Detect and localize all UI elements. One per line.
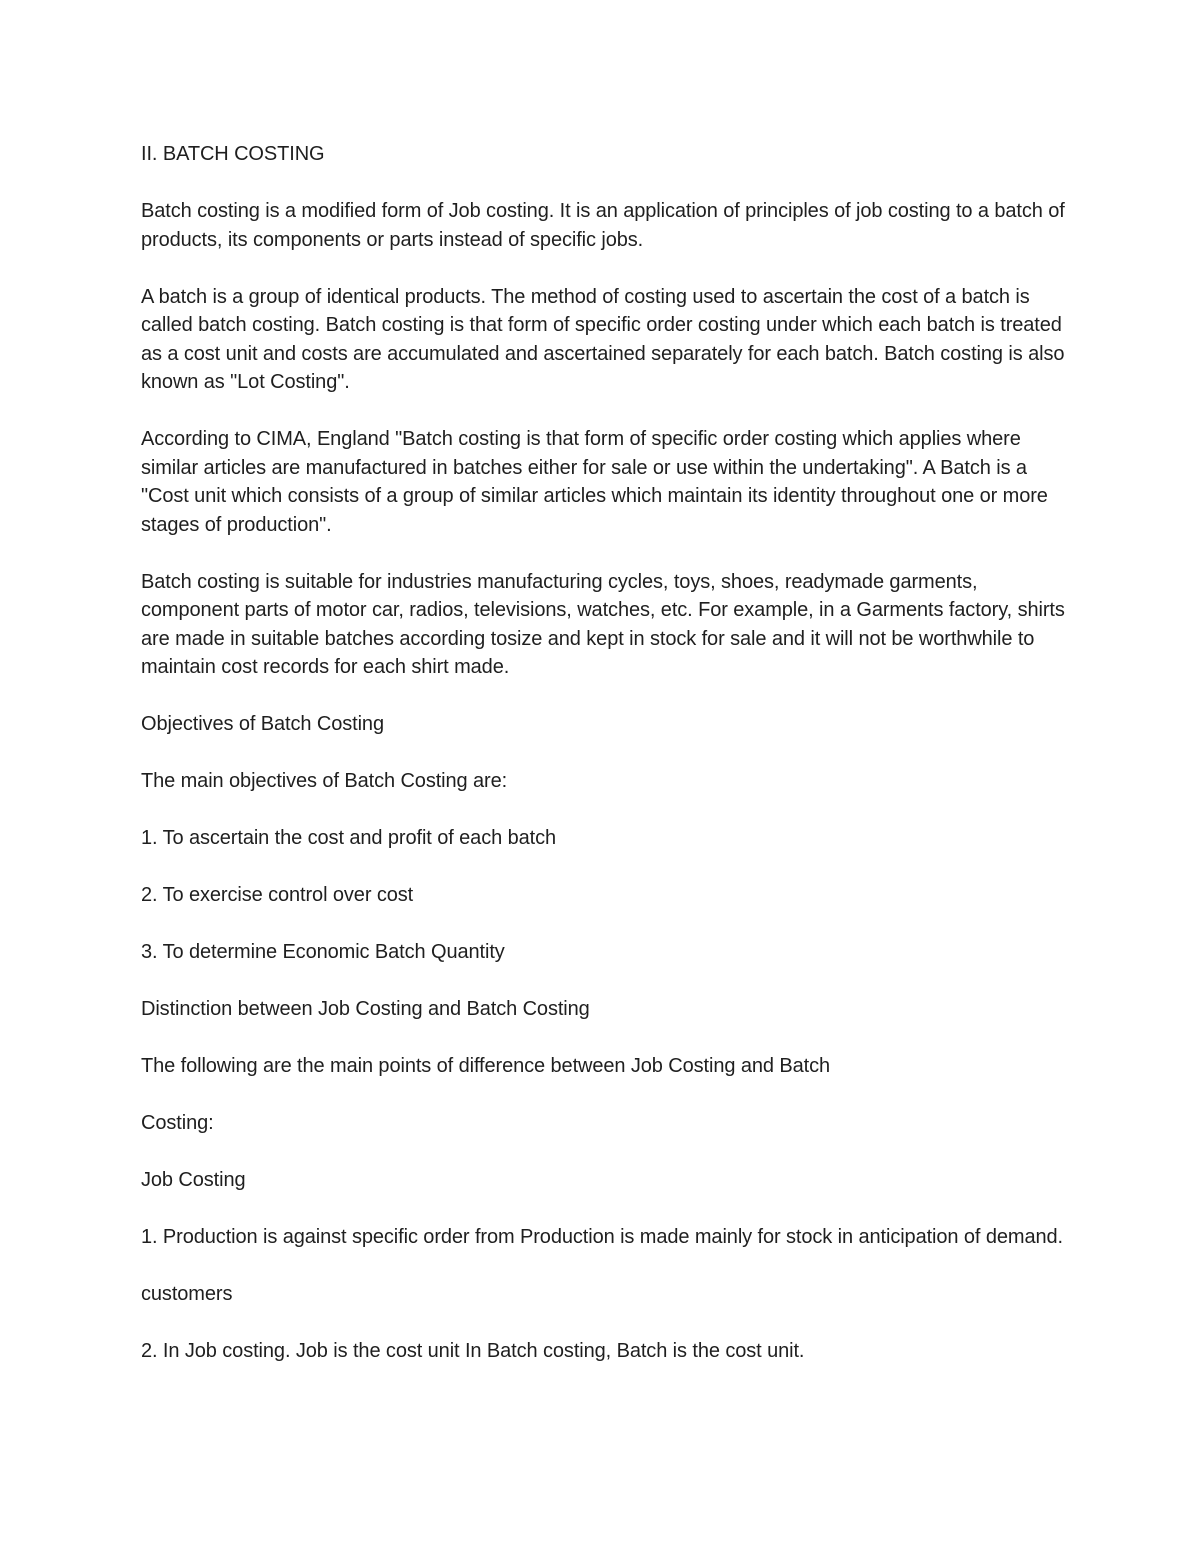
document-body — [141, 140, 1066, 1394]
list-item-difference-1: 1. Production is against specific order from Production is made mainly for stock in anticipation of demand. — [141, 1226, 1063, 1248]
subheading-job-costing: Job Costing — [141, 1169, 246, 1191]
list-item-objective-2: 2. To exercise control over cost — [141, 884, 414, 906]
section-heading: II. BATCH COSTING — [141, 143, 325, 165]
paragraph-costing-label: Costing: — [141, 1112, 214, 1134]
list-item-difference-2: 2. In Job costing. Job is the cost unit In Batch costing, Batch is the cost unit. — [141, 1340, 805, 1362]
paragraph-definition: Batch costing is a modified form of Job costing. It is an application of principles of job costing to a batch of products, its components or parts instead of specific jobs. — [141, 200, 1065, 251]
list-item-objective-1: 1. To ascertain the cost and profit of each batch — [141, 827, 556, 849]
paragraph-customers: customers — [141, 1283, 233, 1305]
subheading-objectives: Objectives of Batch Costing — [141, 713, 384, 735]
paragraph-distinction-intro: The following are the main points of difference between Job Costing and Batch — [141, 1055, 831, 1077]
paragraph-objectives-intro: The main objectives of Batch Costing are: — [141, 770, 508, 792]
list-item-objective-3: 3. To determine Economic Batch Quantity — [141, 941, 505, 963]
paragraph-batch-meaning: A batch is a group of identical products. The method of costing used to ascertain the cost of a batch is called batch costing. Batch costing is that form of specific order costing under which each batch is treated as a cost unit and costs are accumulated and ascertained separately for each batch. Batch costing is also known as "Lot Costing". — [141, 285, 1065, 393]
paragraph-suitability: Batch costing is suitable for industries manufacturing cycles, toys, shoes, readymade garments, component parts of motor car, radios, televisions, watches, etc. For example, in a Garments factory, shirts are made in suitable batches according tosize and kept in stock for sale and it will not be worthwhile to maintain cost records for each shirt made. — [141, 570, 1065, 678]
subheading-distinction: Distinction between Job Costing and Batch Costing — [141, 998, 590, 1020]
paragraph-cima-definition: According to CIMA, England "Batch costing is that form of specific order costing which applies where similar articles are manufactured in batches either for sale or use within the undertaking". A Batch is a "Cost unit which consists of a group of similar articles which maintain its identity throughout one or more stages of production". — [141, 428, 1048, 536]
